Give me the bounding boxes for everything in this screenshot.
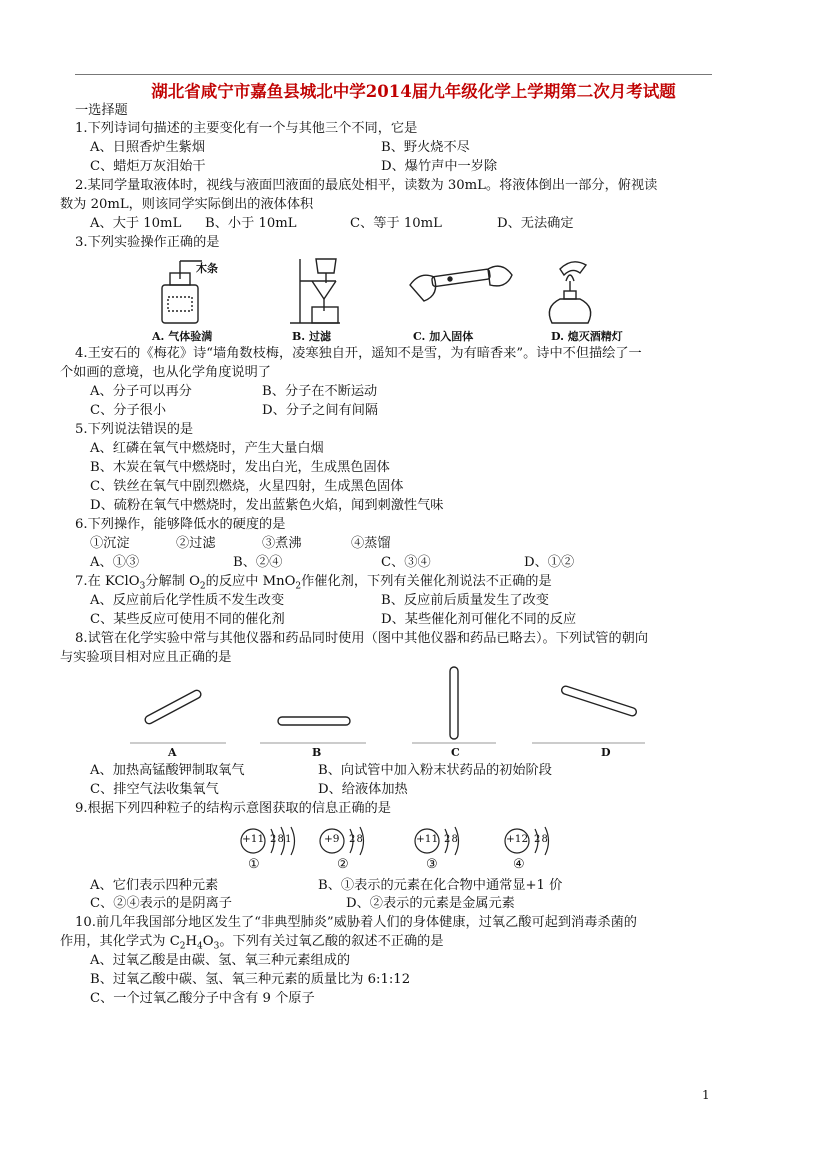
q2-stem-1: 2.某同学量取液体时，视线与液面凹液面的最底处相平，读数为 30mL。将液体倒出一部分，俯视读 bbox=[75, 178, 658, 193]
q1-option-c: C、蜡炬万灰泪始干 bbox=[90, 159, 206, 174]
atom-2-nucleus: +9 bbox=[324, 833, 340, 845]
q10-stem-2: 作用，其化学式为 $C_2H_4O_3$。下列有关过氧乙酸的叙述不正确的是 bbox=[60, 934, 444, 952]
atom-3-nucleus: +11 bbox=[416, 833, 439, 845]
q8-test-tube-figures bbox=[130, 665, 650, 747]
q7-option-a: A、反应前后化学性质不发生改变 bbox=[90, 593, 285, 608]
q6-item-3: ③煮沸 bbox=[262, 536, 302, 551]
q6-option-a: A、①③ bbox=[90, 555, 140, 570]
atom-2-number: ② bbox=[337, 857, 349, 872]
q9-option-a: A、它们表示四种元素 bbox=[90, 878, 219, 893]
q1-option-a: A、日照香炉生紫烟 bbox=[90, 140, 206, 155]
q1-option-d: D、爆竹声中一岁除 bbox=[381, 159, 498, 174]
q8-option-b: B、向试管中加入粉末状药品的初始阶段 bbox=[318, 763, 552, 778]
q7-option-d: D、某些催化剂可催化不同的反应 bbox=[381, 612, 577, 627]
q8-label-a: A bbox=[168, 746, 177, 759]
q3-experiment-figures bbox=[140, 255, 660, 327]
q3-caption-c: C. 加入固体 bbox=[413, 330, 474, 343]
q8-option-a: A、加热高锰酸钾制取氧气 bbox=[90, 763, 245, 778]
q6-option-d: D、①② bbox=[524, 555, 575, 570]
tube-c-vertical bbox=[450, 667, 458, 739]
q4-stem-2: 个如画的意境，也从化学角度说明了 bbox=[60, 365, 271, 380]
q4-option-b: B、分子在不断运动 bbox=[262, 384, 378, 399]
q6-item-1: ①沉淀 bbox=[90, 536, 130, 551]
q4-stem-1: 4.王安石的《梅花》诗“墙角数枝梅，凌寒独自开，遥知不是雪，为有暗香来”。诗中不但描绘了一 bbox=[75, 346, 642, 361]
q7-option-c: C、某些反应可使用不同的催化剂 bbox=[90, 612, 285, 627]
q7-option-b: B、反应前后质量发生了改变 bbox=[381, 593, 549, 608]
atom-1-number: ① bbox=[248, 857, 260, 872]
q10-option-c: C、一个过氧乙酸分子中含有 9 个原子 bbox=[90, 991, 315, 1006]
q4-option-a: A、分子可以再分 bbox=[90, 384, 192, 399]
q7-stem: 7.在 KClO$_3$分解制 $O_2$的反应中 MnO$_2$作催化剂，下列有关催化剂说法不正确的是 bbox=[75, 574, 552, 592]
q3-caption-d: D. 熄灭酒精灯 bbox=[551, 330, 623, 343]
header-rule bbox=[75, 74, 712, 75]
q3-caption-a: A. 气体验满 bbox=[152, 330, 213, 343]
q10-option-b: B、过氧乙酸中碳、氢、氧三种元素的质量比为 6:1:12 bbox=[90, 972, 411, 987]
filtration-figure bbox=[290, 259, 340, 323]
q5-option-b: B、木炭在氧气中燃烧时，发出白光，生成黑色固体 bbox=[90, 460, 390, 475]
q6-option-b: B、②④ bbox=[233, 555, 283, 570]
atom-4-number: ④ bbox=[513, 857, 525, 872]
q5-option-c: C、铁丝在氧气中剧烈燃烧，火星四射，生成黑色固体 bbox=[90, 479, 404, 494]
q2-option-b: B、小于 10mL bbox=[205, 216, 297, 231]
atom-1-shells: 2 8 1 bbox=[270, 834, 291, 845]
q9-option-c: C、②④表示的是阴离子 bbox=[90, 896, 232, 911]
q1-stem: 1.下列诗词句描述的主要变化有一个与其他三个不同，它是 bbox=[75, 121, 418, 136]
q5-option-d: D、硫粉在氧气中燃烧时，发出蓝紫色火焰，闻到刺激性气味 bbox=[90, 498, 444, 513]
q8-label-d: D bbox=[601, 746, 611, 759]
q6-item-2: ②过滤 bbox=[176, 536, 216, 551]
q4-option-d: D、分子之间有间隔 bbox=[262, 403, 379, 418]
q6-stem: 6.下列操作，能够降低水的硬度的是 bbox=[75, 517, 286, 532]
q3-caption-b: B. 过滤 bbox=[292, 330, 331, 343]
q2-option-d: D、无法确定 bbox=[497, 216, 574, 231]
q2-option-c: C、等于 10mL bbox=[350, 216, 442, 231]
q5-option-a: A、红磷在氧气中燃烧时，产生大量白烟 bbox=[90, 441, 324, 456]
atom-3-number: ③ bbox=[426, 857, 438, 872]
page-title: 湖北省咸宁市嘉鱼县城北中学2014届九年级化学上学期第二次月考试题 bbox=[151, 82, 676, 101]
atom-3-shells: 2 8 bbox=[444, 834, 457, 845]
q8-option-c: C、排空气法收集氧气 bbox=[90, 782, 219, 797]
q5-stem: 5.下列说法错误的是 bbox=[75, 422, 194, 437]
q6-item-4: ④蒸馏 bbox=[351, 536, 391, 551]
atom-2-shells: 2 8 bbox=[349, 834, 362, 845]
adding-solid-figure bbox=[410, 266, 512, 301]
q8-label-b: B bbox=[312, 746, 322, 759]
q8-stem-2: 与实验项目相对应且正确的是 bbox=[60, 650, 232, 665]
q4-option-c: C、分子很小 bbox=[90, 403, 167, 418]
tube-a-tilted-down bbox=[144, 689, 202, 725]
q1-option-b: B、野火烧不尽 bbox=[381, 140, 470, 155]
tube-d-tilted-up bbox=[561, 685, 638, 717]
q2-option-a: A、大于 10mL bbox=[90, 216, 182, 231]
atom-4-shells: 2 8 bbox=[534, 834, 547, 845]
q8-label-c: C bbox=[451, 746, 460, 759]
q9-atom-diagrams bbox=[237, 823, 567, 875]
q9-option-b: B、①表示的元素在化合物中通常显+1 价 bbox=[318, 878, 563, 893]
q9-stem: 9.根据下列四种粒子的结构示意图获取的信息正确的是 bbox=[75, 801, 391, 816]
q3-wood-label: 木条 bbox=[196, 262, 218, 275]
atom-1-nucleus: +11 bbox=[242, 833, 265, 845]
q8-stem-1: 8.试管在化学实验中常与其他仪器和药品同时使用（图中其他仪器和药品已略去）。下列试管的朝向 bbox=[75, 631, 649, 646]
atom-4-nucleus: +12 bbox=[506, 833, 529, 845]
q8-option-d: D、给液体加热 bbox=[318, 782, 408, 797]
q6-option-c: C、③④ bbox=[381, 555, 431, 570]
q2-stem-2: 数为 20mL，则该同学实际倒出的液体体积 bbox=[60, 197, 314, 212]
q9-option-d: D、②表示的元素是金属元素 bbox=[346, 896, 515, 911]
tube-b-horizontal bbox=[278, 717, 350, 725]
alcohol-lamp-figure bbox=[549, 262, 590, 323]
section-heading: 一选择题 bbox=[75, 103, 128, 118]
q10-stem-1: 10.前几年我国部分地区发生了“非典型肺炎”威胁着人们的身体健康，过氧乙酸可起到消毒杀菌的 bbox=[75, 915, 637, 930]
q3-stem: 3.下列实验操作正确的是 bbox=[75, 235, 220, 250]
page-number: 1 bbox=[702, 1088, 710, 1102]
q10-option-a: A、过氧乙酸是由碳、氢、氧三种元素组成的 bbox=[90, 953, 351, 968]
